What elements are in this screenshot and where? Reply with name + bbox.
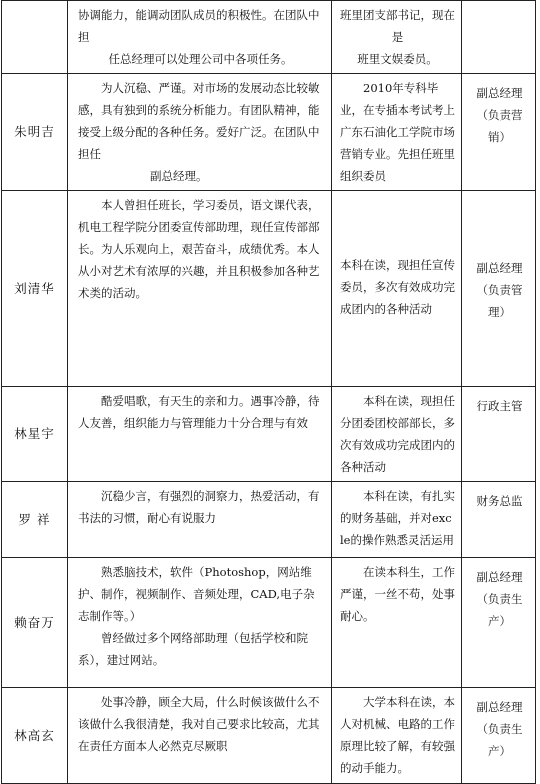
member-experience: 在读本科生，工作严谨，一丝不苟，处事耐心。 bbox=[332, 558, 462, 688]
member-experience: 本科在读，现担任宣传委员，多次有效成功完成团内的各种活动 bbox=[332, 191, 462, 387]
table-row bbox=[2, 558, 536, 688]
member-experience: 大学本科在读，本人对机械、电路的工作原理比较了解，有较强的动手能力。 bbox=[332, 688, 462, 784]
member-experience: 2010年专科毕业，在专插本考试考上广东石油化工学院市场营销专业。先担任班里组织委员 bbox=[332, 74, 462, 191]
member-description: 协调能力，能调动团队成员的积极性。在团队中担 任总经理可以处理公司中各项任务。 bbox=[68, 1, 332, 74]
table-row bbox=[2, 1, 536, 74]
member-description: 为人沉稳、严谨。对市场的发展动态比较敏感，具有独到的系统分析能力。有团队精神，能接受上级分配的各种任务。爱好广泛。在团队中担任 副总经理。 bbox=[68, 74, 332, 191]
member-description: 本人曾担任班长，学习委员，语文课代表，机电工程学院分团委宣传部助理，现任宣传部部长。为人乐观向上，艰苦奋斗，成绩优秀。本人从小对艺术有浓厚的兴趣，并且积极参加各种艺术类的活动。 bbox=[68, 191, 332, 387]
member-name: 罗 祥 bbox=[2, 482, 68, 558]
member-name bbox=[2, 1, 68, 74]
team-members-table bbox=[1, 0, 536, 784]
member-description: 酷爱唱歌，有天生的亲和力。遇事冷静，待人友善，组织能力与管理能力十分合理与有效 bbox=[68, 387, 332, 482]
member-role: 副总经理 （负责生产） bbox=[462, 688, 536, 784]
member-experience: 本科在读，现担任分团委团校部部长，多次有效成功完成团内的各种活动 bbox=[332, 387, 462, 482]
member-description: 熟悉脑技术，软件（Photoshop，网站维护、制作，视频制作、音频处理，CAD,电子杂志制作等。） 曾经做过多个网络部助理（包括学校和院系），建过网站。 bbox=[68, 558, 332, 688]
member-role bbox=[462, 1, 536, 74]
table-row bbox=[2, 688, 536, 784]
member-description: 沉稳少言，有强烈的洞察力，热爱活动，有书法的习惯，耐心有说服力 bbox=[68, 482, 332, 558]
member-experience: 本科在读，有扎实的财务基础，并对excle的操作熟悉灵活运用 bbox=[332, 482, 462, 558]
member-name: 刘清华 bbox=[2, 191, 68, 387]
member-experience: 班里团支部书记，现在是 班里文娱委员。 bbox=[332, 1, 462, 74]
member-role: 财务总监 bbox=[462, 482, 536, 558]
member-name: 林星宇 bbox=[2, 387, 68, 482]
member-role: 副总经理 （负责营销） bbox=[462, 74, 536, 191]
table-row bbox=[2, 74, 536, 191]
member-role: 副总经理 （负责生产） bbox=[462, 558, 536, 688]
member-role: 副总经理 （负责管理） bbox=[462, 191, 536, 387]
member-name: 朱明吉 bbox=[2, 74, 68, 191]
table-row bbox=[2, 387, 536, 482]
member-description: 处事冷静，顾全大局，什么时候该做什么不该做什么我很清楚，我对自己要求比较高，尤其在责任方面本人必然克尽厥职 bbox=[68, 688, 332, 784]
member-name: 林高玄 bbox=[2, 688, 68, 784]
table-row bbox=[2, 191, 536, 387]
table-row bbox=[2, 482, 536, 558]
member-role: 行政主管 bbox=[462, 387, 536, 482]
member-name: 赖奋万 bbox=[2, 558, 68, 688]
